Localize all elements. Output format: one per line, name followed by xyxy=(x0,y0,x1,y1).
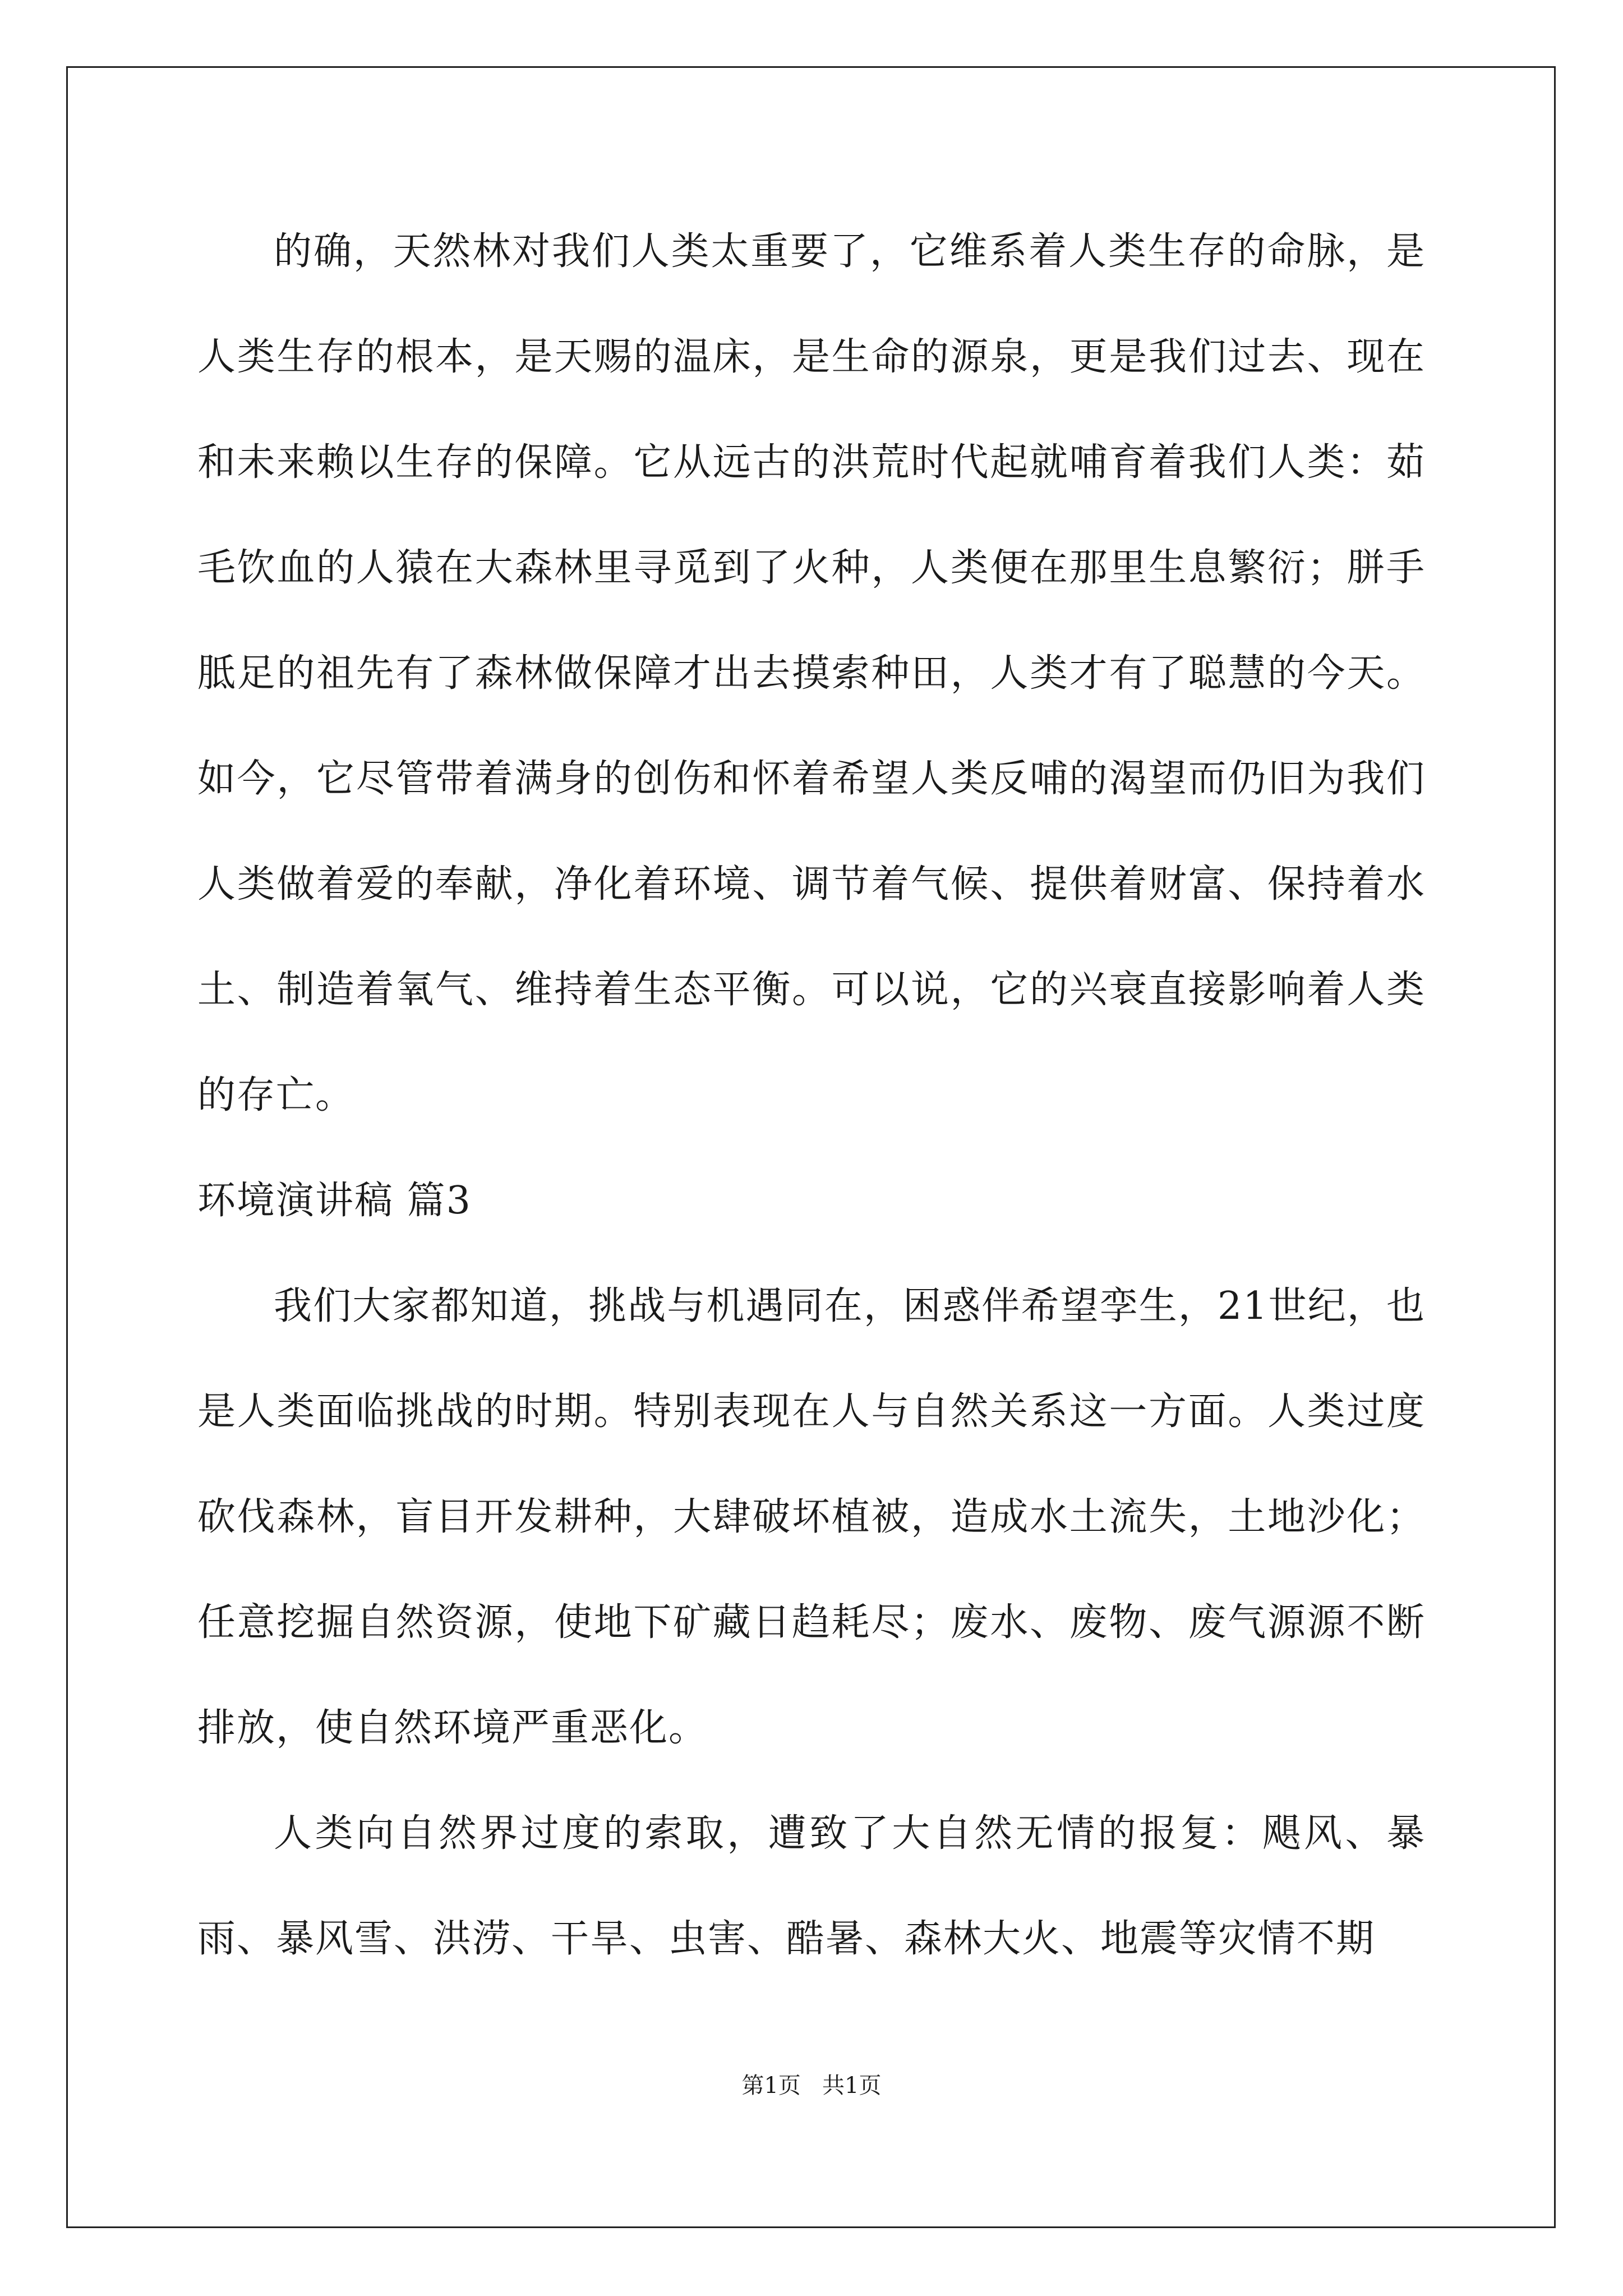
document-body xyxy=(197,199,1426,1992)
section-heading: 环境演讲稿 篇3 xyxy=(197,1179,472,1223)
paragraph-nature-revenge: 人类向自然界过度的索取，遭致了大自然无情的报复：飓风、暴雨、暴风雪、洪涝、干旱、虫害、酷暑、森林大火、地震等灾情不期 xyxy=(197,1811,1426,1961)
paragraph-forest-importance: 的确，天然林对我们人类太重要了，它维系着人类生存的命脉，是人类生存的根本，是天赐的温床，是生命的源泉，更是我们过去、现在和未来赖以生存的保障。它从远古的洪荒时代起就哺育着我们人类：茹毛饮血的人猿在大森林里寻觅到了火种，人类便在那里生息繁衍；胼手胝足的祖先有了森林做保障才出去摸索种田，人类才有了聪慧的今天。如今，它尽管带着满身的创伤和怀着希望人类反哺的渴望而仍旧为我们人类做着爱的奉献，净化着环境、调节着气候、提供着财富、保持着水土、制造着氧气、维持着生态平衡。可以说，它的兴衰直接影响着人类的存亡。 xyxy=(197,229,1426,1117)
page-footer: 第1页 共1页 xyxy=(741,2073,882,2099)
paragraph-challenges: 我们大家都知道，挑战与机遇同在，困惑伴希望孪生，21世纪，也是人类面临挑战的时期。特别表现在人与自然关系这一方面。人类过度砍伐森林，盲目开发耕种，大肆破坏植被，造成水土流失，土地沙化；任意挖掘自然资源，使地下矿藏日趋耗尽；废水、废物、废气源源不断排放，使自然环境严重恶化。 xyxy=(197,1284,1426,1750)
